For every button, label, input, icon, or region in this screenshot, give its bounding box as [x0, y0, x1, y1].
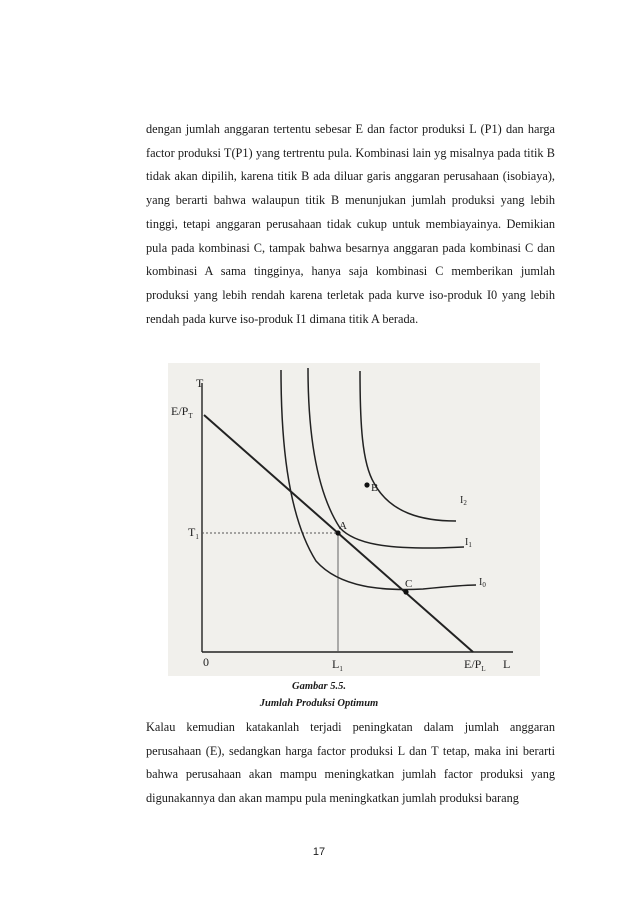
l1-label: $L_1$: [332, 657, 343, 673]
point-c-label: C: [405, 578, 413, 590]
isoquant-i0: [281, 370, 476, 589]
origin-label: 0: [203, 655, 209, 669]
point-b-label: B: [371, 482, 379, 494]
page-number: 17: [312, 846, 326, 858]
figure-caption-number: Gambar 5.5.: [292, 681, 346, 692]
x-intercept-label: $E/P_L$: [464, 657, 486, 673]
isoquant-i2-label: $I_2$: [460, 495, 467, 507]
isoquant-i2: [360, 371, 456, 521]
point-a-label: A: [339, 520, 347, 532]
y-axis-label: T: [196, 376, 204, 390]
body-paragraph-1: dengan jumlah anggaran tertentu sebesar E dan factor produksi L (P1) dan harga factor produksi T(P1) yang tertrentu pula. Kombinasi lain yg misalnya pada titik B tidak akan dipilih, karena titik B ada diluar garis anggaran perusahaan (isobiaya), yang berarti bahwa walaupun titik B menunjukan jumlah produksi yang lebih tinggi, tetapi anggaran perusahaan tidak cukup untuk membiayainya. Demikian pula pada kombinasi C, tampak bahwa besarnya anggaran pada kombinasi C dan kombinasi A sama tingginya, hanya saja kombinasi C memberikan jumlah produksi yang lebih rendah karena terletak pada kurve iso-produk I0 yang lebih rendah pada kurve iso-produk I1 dimana titik A berada.: [146, 122, 555, 326]
isoquant-i0-label: $I_0$: [479, 577, 486, 589]
isoquant-figure: [168, 363, 540, 676]
point-b-marker: [364, 482, 369, 487]
y-intercept-label: $E/P_T$: [171, 404, 193, 420]
isoquant-i1-label: $I_1$: [465, 537, 472, 549]
body-paragraph-2: Kalau kemudian katakanlah terjadi peningkatan dalam jumlah anggaran perusahaan (E), sedangkan harga factor produksi L dan T tetap, maka ini berarti bahwa perusahaan akan mampu meningkatkan jumlah factor produksi yang digunakannya dan akan mampu pula meningkatkan jumlah produksi barang: [146, 720, 555, 806]
point-c-marker: [403, 589, 408, 594]
t1-label: $T_1$: [188, 525, 199, 541]
figure-caption-title: Jumlah Produksi Optimum: [259, 698, 379, 709]
isoquant-diagram: [168, 363, 540, 676]
x-axis-label: L: [503, 657, 511, 671]
